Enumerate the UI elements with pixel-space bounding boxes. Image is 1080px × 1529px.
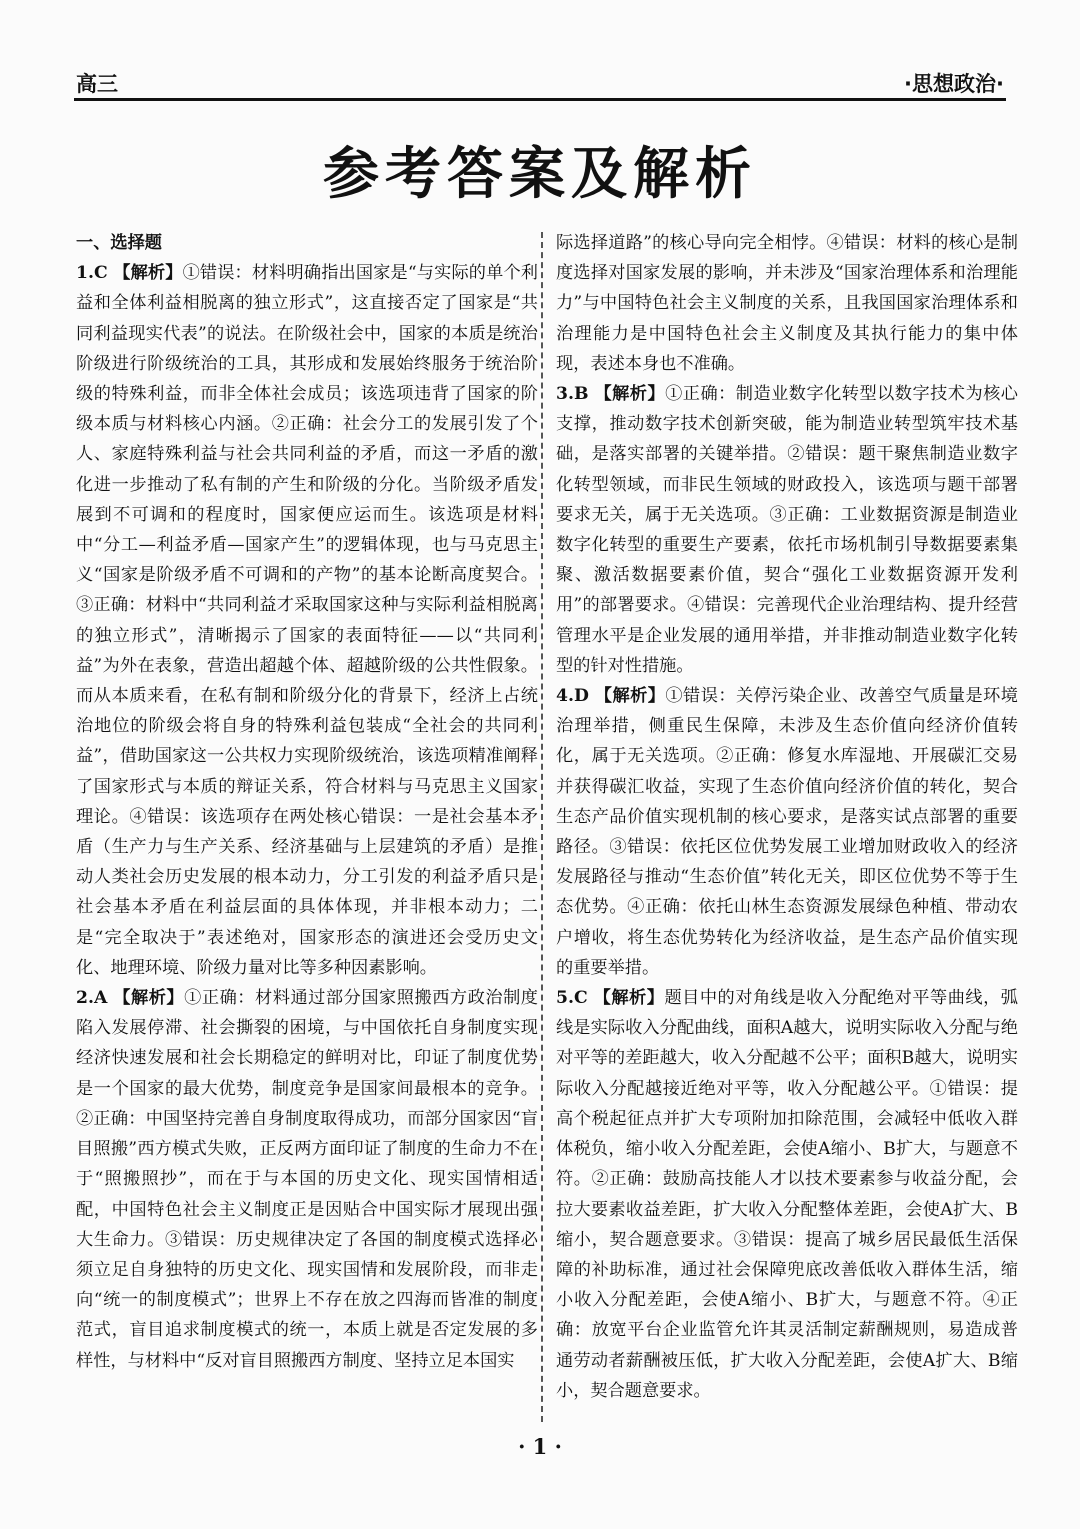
answer-item [556,983,1018,1406]
subject-label: ·思想政治· [904,72,1004,96]
left-column [76,228,538,1376]
analysis-tag: 【解析】 [593,988,665,1009]
page-title: 参考答案及解析 [323,142,757,207]
answer-text: 题目中的对角线是收入分配绝对平等曲线，弧线是实际收入分配曲线，面积A越大，说明实际收入分配与绝对平等的差距越大，收入分配越不公平；面积B越大，说明实际收入分配越接近绝对平等，收入分配越公平。①错误：提高个税起征点并扩大专项附加扣除范围，会减轻中低收入群体税负，缩小收入分配差距，会使A缩小、B扩大，与题意不符。②正确：鼓励高技能人才以技术要素参与收益分配，会拉大要素收益差距，扩大收入分配整体差距，会使A扩大、B缩小，契合题意要求。③错误：提高了城乡居民最低生活保障的补助标准，通过社会保障兜底改善低收入群体生活，缩小收入分配差距，会使A缩小、B扩大，与题意不符。④正确：放宽平台企业监管允许其灵活制定薪酬规则，易造成普通劳动者薪酬被压低，扩大收入分配差距，会使A扩大、B缩小，契合题意要求。 [556,988,1018,1401]
grade-label: 高三 [76,72,118,96]
column-divider [541,232,543,1422]
answer-text: 际选择道路”的核心导向完全相悖。④错误：材料的核心是制度选择对国家发展的影响，并未涉及“国家治理体系和治理能力”与中国特色社会主义制度的关系，且我国国家治理体系和治理能力是中国特色社会主义制度及其执行能力的集中体现，表述本身也不准确。 [556,233,1018,374]
answer-text: ①错误：材料明确指出国家是“与实际的单个利益和全体利益相脱离的独立形式”，这直接否定了国家是“共同利益现实代表”的说法。在阶级社会中，国家的本质是统治阶级进行阶级统治的工具，其形成和发展始终服务于统治阶级的特殊利益，而非全体社会成员；该选项违背了国家的阶级本质与材料核心内涵。②正确：社会分工的发展引发了个人、家庭特殊利益与社会共同利益的矛盾，而这一矛盾的激化进一步推动了私有制的产生和阶级的分化。当阶级矛盾发展到不可调和的程度时，国家便应运而生。该选项是材料中“分工—利益矛盾—国家产生”的逻辑体现，也与马克思主义“国家是阶级矛盾不可调和的产物”的基本论断高度契合。③正确：材料中“共同利益才采取国家这种与实际利益相脱离的独立形式”，清晰揭示了国家的表面特征——以“共同利益”为外在表象，营造出超越个体、超越阶级的公共性假象。而从本质来看，在私有制和阶级分化的背景下，经济上占统治地位的阶级会将自身的特殊利益包装成“全社会的共同利益”，借助国家这一公共权力实现阶级统治，该选项精准阐释了国家形式与本质的辩证关系，符合材料与马克思主义国家理论。④错误：该选项存在两处核心错误：一是社会基本矛盾（生产力与生产关系、经济基础与上层建筑的矛盾）是推动人类社会历史发展的根本动力，分工引发的利益矛盾只是社会基本矛盾在利益层面的具体体现，并非根本动力；二是“完全取决于”表述绝对，国家形态的演进还会受历史文化、地理环境、阶级力量对比等多种因素影响。 [76,263,538,978]
page-header [76,68,1004,98]
answer-text: ①正确：制造业数字化转型以数字技术为核心支撑，推动数字技术创新突破，能为制造业转型筑牢技术基础，是落实部署的关键举措。②错误：题干聚焦制造业数字化转型领域，而非民生领域的财政投入，该选项与题干部署要求无关，属于无关选项。③正确：工业数据资源是制造业数字化转型的重要生产要素，依托市场机制引导数据要素集聚、激活数据要素价值，契合“强化工业数据资源开发利用”的部署要求。④错误：完善现代企业治理结构、提升经营管理水平是企业发展的通用举措，并非推动制造业数字化转型的针对性措施。 [556,384,1018,676]
answer-number: 1.C [76,263,108,284]
section-heading: 一、选择题 [76,233,162,253]
answer-item [556,681,1018,983]
page-number: · 1 · [518,1434,562,1459]
answer-number: 2.A [76,988,108,1009]
answer-text: ①错误：关停污染企业、改善空气质量是环境治理举措，侧重民生保障，未涉及生态价值向经济价值转化，属于无关选项。②正确：修复水库湿地、开展碳汇交易并获得碳汇收益，实现了生态价值向经济价值的转化，契合生态产品价值实现机制的核心要求，是落实试点部署的重要路径。③错误：依托区位优势发展工业增加财政收入的经济发展路径与推动“生态价值”转化无关，即区位优势不等于生态优势。④正确：依托山林生态资源发展绿色种植、带动农户增收，将生态优势转化为经济收益，是生态产品价值实现的重要举措。 [556,686,1018,978]
right-column [556,228,1018,1406]
answer-number: 5.C [556,988,588,1009]
analysis-tag: 【解析】 [113,263,183,284]
answer-item [556,379,1018,681]
answer-number: 3.B [556,384,589,405]
analysis-tag: 【解析】 [594,384,666,405]
analysis-tag: 【解析】 [113,988,185,1009]
answer-item [76,258,538,983]
header-rule [74,98,1006,101]
analysis-tag: 【解析】 [594,686,666,707]
answer-item-continued [556,228,1018,379]
answer-number: 4.D [556,686,589,707]
answer-text: ①正确：材料通过部分国家照搬西方政治制度陷入发展停滞、社会撕裂的困境，与中国依托自身制度实现经济快速发展和社会长期稳定的鲜明对比，印证了制度优势是一个国家的最大优势，制度竞争是国家间最根本的竞争。②正确：中国坚持完善自身制度取得成功，而部分国家因“盲目照搬”西方模式失败，正反两方面印证了制度的生命力不在于“照搬照抄”，而在于与本国的历史文化、现实国情相适配，中国特色社会主义制度正是因贴合中国实际才展现出强大生命力。③错误：历史规律决定了各国的制度模式选择必须立足自身独特的历史文化、现实国情和发展阶段，而非走向“统一的制度模式”；世界上不存在放之四海而皆准的制度范式，盲目追求制度模式的统一，本质上就是否定发展的多样性，与材料中“反对盲目照搬西方制度、坚持立足本国实 [76,988,538,1371]
answer-item [76,983,538,1376]
